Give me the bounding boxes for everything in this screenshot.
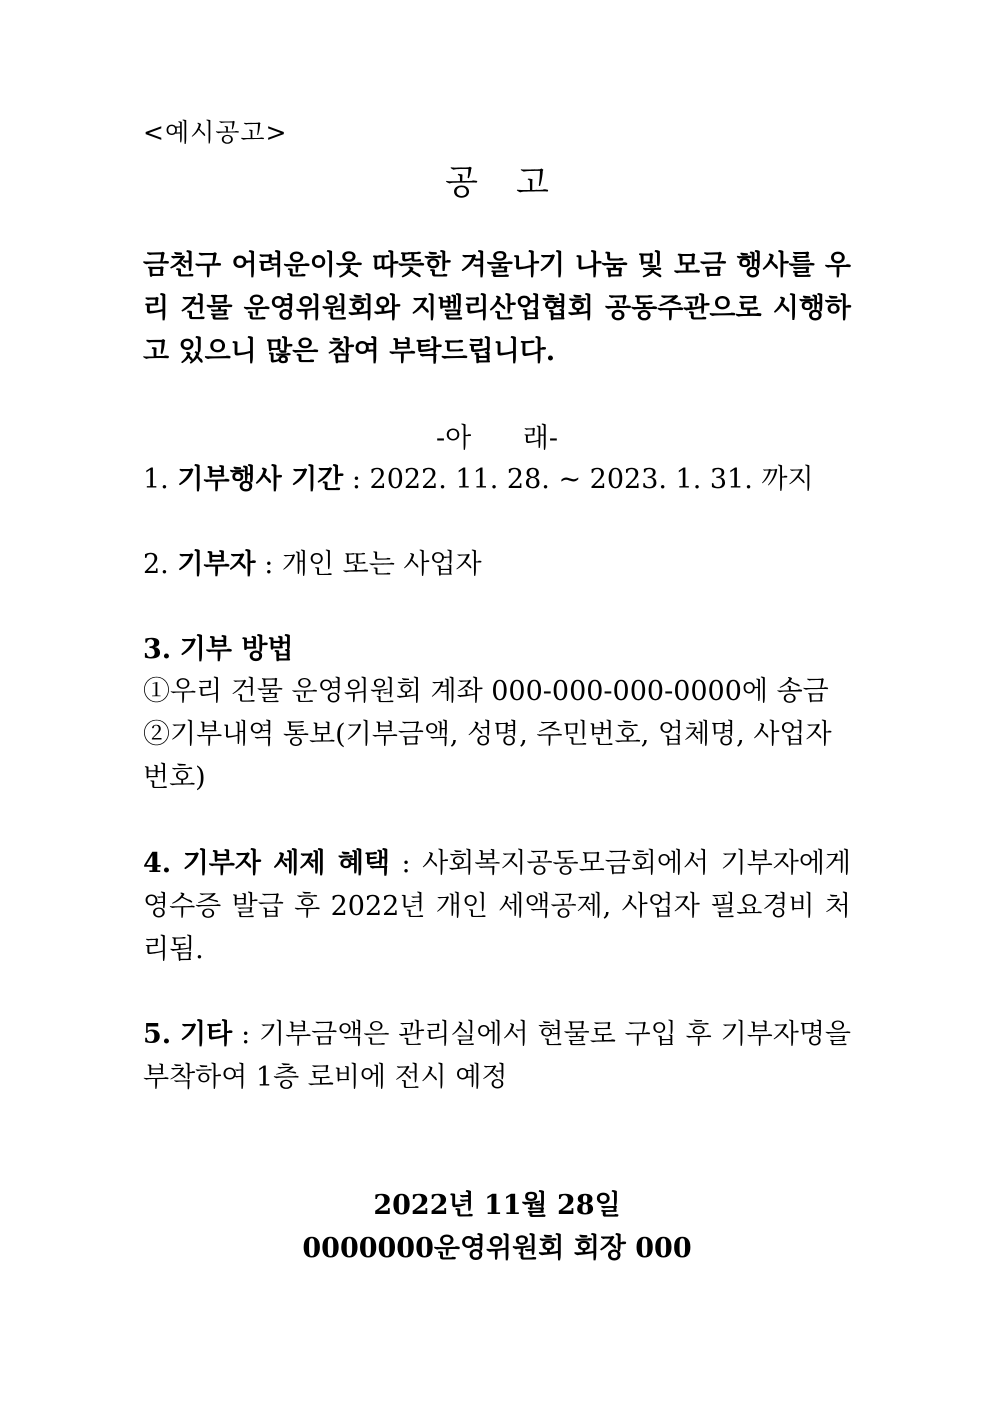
- item-separator: :: [232, 1019, 260, 1050]
- method-step-2: ②기부내역 통보(기부금액, 성명, 주민번호, 업체명, 사업자 번호): [143, 719, 832, 793]
- item-number: 1.: [143, 464, 169, 495]
- item-donor: [143, 543, 851, 586]
- item-donation-method: [143, 628, 851, 671]
- item-heading: 기부행사 기간: [177, 464, 344, 495]
- item-separator: :: [343, 464, 370, 495]
- item-heading: 기부자 세제 혜택: [182, 848, 390, 879]
- notice-title: 공고: [445, 163, 587, 203]
- method-step-1: ①우리 건물 운영위원회 계좌 000-000-000-0000에 송금: [143, 676, 829, 707]
- example-notice-label: <예시공고>: [143, 118, 288, 147]
- item-body: 개인 또는 사업자: [281, 549, 482, 580]
- item-number: 4.: [143, 848, 172, 879]
- item-other: [143, 1013, 851, 1099]
- item-separator: :: [389, 848, 423, 879]
- item-tax-benefit: [143, 842, 851, 971]
- notice-signer: 0000000운영위원회 회장 000: [302, 1233, 692, 1264]
- item-number: 2.: [143, 549, 169, 580]
- item-number: 3.: [143, 634, 172, 665]
- details-heading: -아 래-: [436, 423, 558, 454]
- notice-date: 2022년 11월 28일: [373, 1190, 621, 1221]
- item-body: 사회복지공동모금회에서 기부자에게 영수증 발급 후 2022년 개인 세액공제, 사업자 필요경비 처리됨.: [143, 848, 851, 965]
- item-body: 2022. 11. 28. ~ 2023. 1. 31. 까지: [369, 464, 814, 495]
- item-heading: 기부 방법: [179, 634, 294, 665]
- item-heading: 기부자: [177, 549, 256, 580]
- item-number: 5.: [143, 1019, 172, 1050]
- item-body: 기부금액은 관리실에서 현물로 구입 후 기부자명을 부착하여 1층 로비에 전시 예정: [143, 1019, 851, 1093]
- item-donation-period: [143, 458, 851, 501]
- intro-paragraph: 금천구 어려운이웃 따뜻한 겨울나기 나눔 및 모금 행사를 우리 건물 운영위원회와 지벨리산업협회 공동주관으로 시행하고 있으니 많은 참여 부탁드립니다.: [143, 250, 851, 367]
- item-heading: 기타: [180, 1019, 233, 1050]
- item-separator: :: [255, 549, 282, 580]
